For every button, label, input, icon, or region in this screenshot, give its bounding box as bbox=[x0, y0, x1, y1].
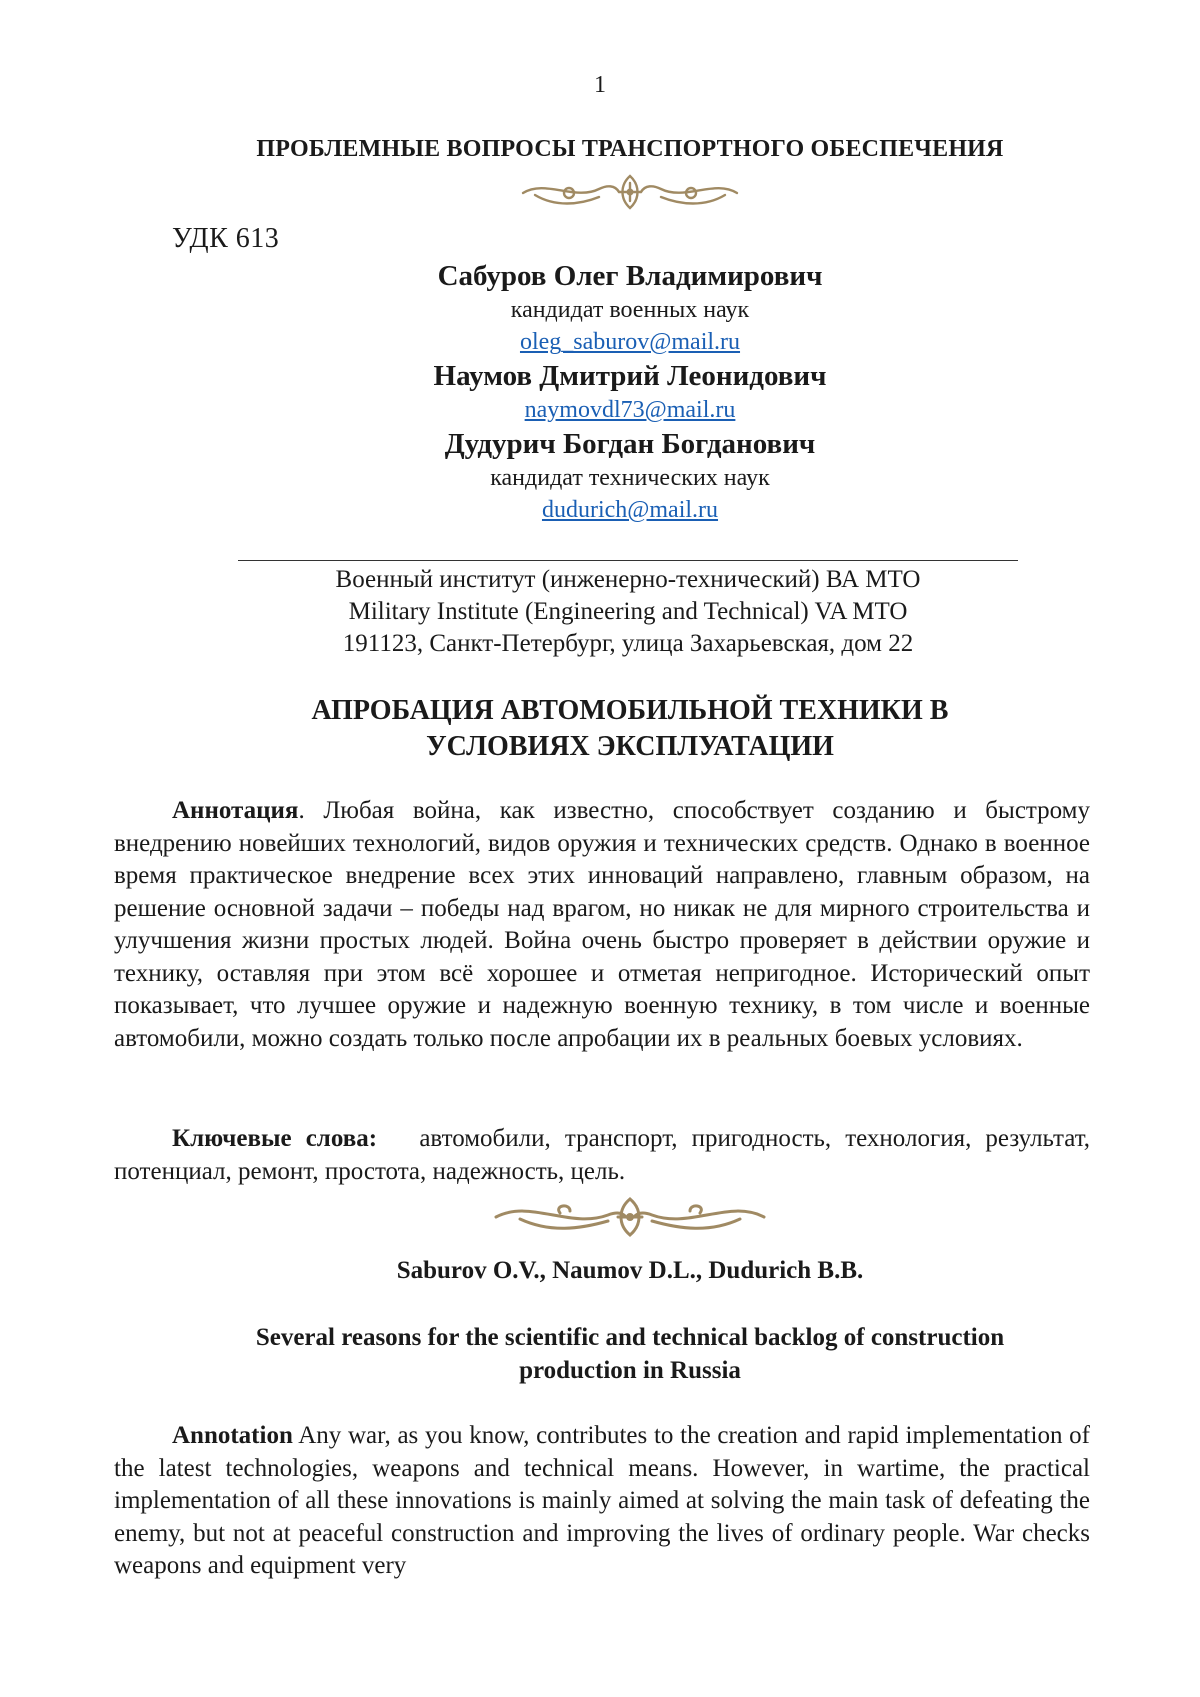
divider bbox=[238, 560, 1018, 561]
authors-en: Saburov O.V., Naumov D.L., Dudurich B.B. bbox=[396, 1257, 864, 1284]
top-ornament bbox=[0, 171, 1200, 213]
author-degree: кандидат технических наук bbox=[490, 465, 770, 491]
title-ru-line1: АПРОБАЦИЯ АВТОМОБИЛЬНОЙ ТЕХНИКИ В bbox=[311, 695, 949, 726]
abstract-ru-text: . Любая война, как известно, способствует созданию и быстрому внедрению новейших технологий, видов оружия и технических средств. Однако в военное время практическое внедрение всех этих инноваций направлено, главным образом, на решение основной задачи – победы над врагом, но никак не для мирного строительства и улучшения жизни простых людей. Война очень быстро проверяет в действии оружие и технику, оставляя при этом всё хорошее и отметая непригодное. Исторический опыт показывает, что лучшее оружие и надежную военную технику, в том числе и военные автомобили, можно создать только после апробации их в реальных боевых условиях. bbox=[114, 797, 1090, 1052]
author-name: Дудурич Богдан Богданович bbox=[444, 428, 816, 460]
title-en-line2: production in Russia bbox=[519, 1357, 741, 1384]
title-ru-line2: УСЛОВИЯХ ЭКСПЛУАТАЦИИ bbox=[426, 731, 834, 762]
institution-name-ru: Военный институт (инженерно-технический) ВА МТО bbox=[335, 566, 921, 593]
author-email-link[interactable]: naymovdl73@mail.ru bbox=[524, 397, 736, 423]
abstract-ru bbox=[114, 795, 1090, 1055]
udc-code: УДК 613 bbox=[172, 223, 280, 254]
keywords-ru bbox=[114, 1123, 1090, 1188]
abstract-en-text: Any war, as you know, contributes to the creation and rapid implementation of the latest technologies, weapons and technical means. However, in wartime, the practical implementation of all these innovations is mainly aimed at solving the main task of defeating the enemy, but not at peaceful construction and improving the lives of ordinary people. War checks weapons and equipment very bbox=[114, 1422, 1090, 1579]
article-title-ru bbox=[0, 693, 1200, 765]
keywords-ru-label: Ключевые слова: bbox=[172, 1125, 378, 1152]
keywords-ru-text: автомобили, транспорт, пригодность, технология, результат, потенциал, ремонт, простота, надежность, цель. bbox=[114, 1125, 1090, 1185]
abstract-ru-label: Аннотация bbox=[172, 797, 299, 824]
abstract-en-label: Annotation bbox=[172, 1422, 293, 1449]
institution-block bbox=[238, 564, 1018, 660]
institution-name-en: Military Institute (Engineering and Technical) VA MTO bbox=[348, 598, 908, 625]
author-email-link[interactable]: dudurich@mail.ru bbox=[541, 497, 719, 523]
article-title-en bbox=[0, 1321, 1200, 1387]
abstract-en bbox=[114, 1420, 1090, 1583]
author-email-link[interactable]: oleg_saburov@mail.ru bbox=[519, 329, 741, 355]
ornamental-flourish-icon bbox=[515, 171, 745, 213]
ornamental-flourish-icon bbox=[490, 1193, 770, 1239]
author-degree: кандидат военных наук bbox=[510, 297, 750, 323]
authors-block bbox=[330, 258, 930, 526]
author-name: Сабуров Олег Владимирович bbox=[437, 260, 823, 292]
title-en-line1: Several reasons for the scientific and technical backlog of construction bbox=[255, 1324, 1005, 1351]
institution-address: 191123, Санкт-Петербург, улица Захарьевская, дом 22 bbox=[342, 630, 914, 657]
section-header: ПРОБЛЕМНЫЕ ВОПРОСЫ ТРАНСПОРТНОГО ОБЕСПЕЧЕНИЯ bbox=[256, 136, 1004, 162]
author-name: Наумов Дмитрий Леонидович bbox=[433, 360, 827, 392]
middle-ornament bbox=[0, 1193, 1200, 1239]
page-number: 1 bbox=[594, 72, 606, 98]
